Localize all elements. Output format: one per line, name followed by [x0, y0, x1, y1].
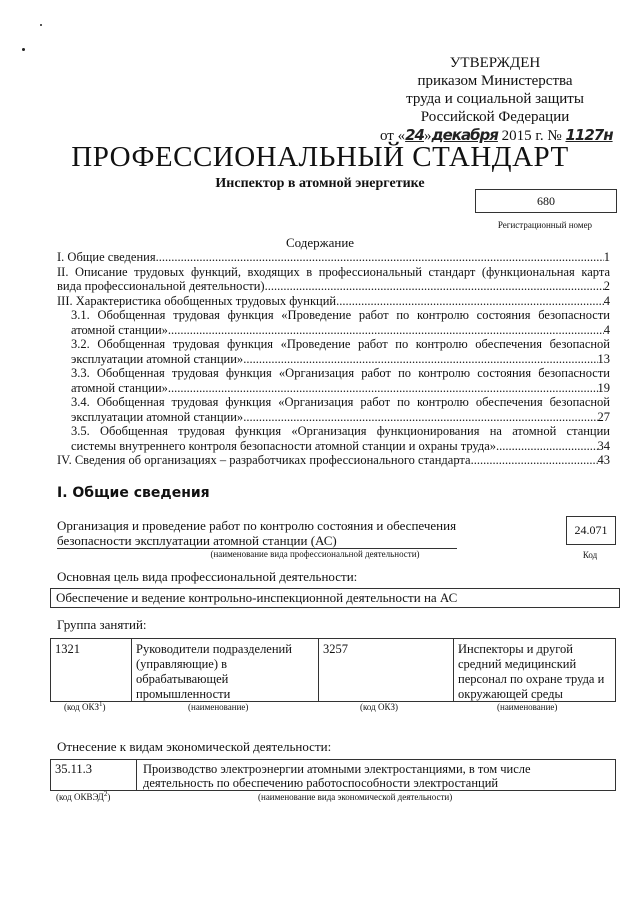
purpose-box: Обеспечение и ведение контрольно-инспекционной деятельности на АС [50, 588, 620, 608]
approval-block [380, 54, 613, 145]
toc-entry-line [71, 352, 610, 367]
approval-line: Российской Федерации [420, 109, 570, 125]
okz-code-cell: 3257 [323, 642, 348, 656]
scan-speck [40, 24, 42, 26]
order-year: 2015 г. № [497, 128, 566, 144]
toc-leader-dots [243, 352, 597, 367]
toc-page-number: 34 [597, 438, 610, 453]
toc-entry-text: I. Общие сведения [57, 250, 156, 264]
table-divider [136, 760, 137, 790]
toc-entry-line [71, 381, 610, 396]
okz-code-caption: (код ОКЗ) [360, 702, 398, 712]
occupation-table [50, 638, 616, 702]
toc-entry [57, 395, 610, 424]
document-title: ПРОФЕССИОНАЛЬНЫЙ СТАНДАРТ [71, 141, 569, 173]
toc-entry [57, 366, 610, 395]
toc-entry [57, 308, 610, 337]
approval-line: приказом Министерства [417, 73, 573, 89]
economic-activity-table [50, 759, 616, 791]
toc-entry-line: 3.1. Обобщенная трудовая функция «Проведение работ по контролю состояния безопасности [71, 308, 610, 322]
section-heading: I. Общие сведения [57, 485, 210, 501]
okved-code-cell: 35.11.3 [55, 762, 93, 776]
toc-entry-text: атомной станции» [71, 380, 168, 395]
toc-entry [57, 294, 610, 309]
approval-line: труда и социальной защиты [406, 91, 584, 107]
toc-leader-dots [168, 381, 598, 396]
toc-entry-line: 3.2. Обобщенная трудовая функция «Проведение работ по контролю обеспечения безопасной [71, 337, 610, 351]
toc-entry-text: эксплуатации атомной станции» [71, 409, 244, 424]
economic-activity-label: Отнесение к видам экономической деятельности: [57, 739, 332, 754]
activity-name-line: Организация и проведение работ по контролю состояния и обеспечения [57, 518, 457, 533]
table-of-contents [57, 250, 610, 468]
toc-page-number: 13 [597, 351, 610, 366]
standard-name: Инспектор в атомной энергетике [215, 176, 425, 191]
toc-page-number: 2 [603, 279, 610, 293]
toc-entry-line: 3.4. Обобщенная трудовая функция «Организация работ по контролю обеспечения безопасной [71, 395, 610, 409]
toc-entry-text: IV. Сведения об организациях – разработчиках профессионального стандарта [57, 453, 471, 467]
toc-leader-dots [471, 453, 598, 468]
activity-code-box: 24.071 [566, 516, 616, 545]
toc-entry-text: системы внутреннего контроля безопасности атомной станции и охраны труда» [71, 438, 497, 453]
order-quote: » [423, 128, 432, 144]
okved-code-caption: (код ОКВЭД$^2$) [56, 790, 111, 802]
toc-page-number: 4 [603, 293, 610, 308]
order-month-handwritten: декабря [431, 126, 498, 144]
toc-leader-dots [336, 294, 604, 309]
order-number-handwritten: 1127н [565, 126, 613, 144]
toc-entry-line [71, 323, 610, 338]
okz-name-caption: (наименование) [497, 702, 558, 712]
toc-leader-dots [168, 323, 604, 338]
toc-page-number: 1 [603, 250, 610, 264]
okz-name-cell: Инспекторы и другой средний медицинский персонал по охране труда и окружающей среды [458, 642, 605, 701]
toc-entry [57, 453, 610, 468]
toc-leader-dots [156, 250, 604, 265]
registration-number-box: 680 [475, 189, 617, 213]
toc-entry-line: II. Описание трудовых функций, входящих в профессиональный стандарт (функциональная карта [57, 264, 610, 279]
order-day-handwritten: 24 [405, 126, 424, 144]
okz-code-cell: 1321 [55, 642, 80, 656]
toc-page-number: 27 [597, 409, 610, 424]
toc-entry-text: атомной станции» [71, 322, 168, 337]
toc-entry-text: эксплуатации атомной станции» [71, 351, 244, 366]
toc-entry [57, 265, 610, 294]
purpose-label: Основная цель вида профессиональной деятельности: [57, 569, 358, 584]
approval-line: УТВЕРЖДЕН [449, 55, 541, 71]
activity-caption: (наименование вида профессиональной деятельности) [210, 549, 420, 559]
toc-title: Содержание [285, 235, 355, 250]
toc-entry-text: III. Характеристика обобщенных трудовых функций [57, 293, 337, 308]
toc-entry-line [57, 279, 610, 294]
toc-entry-text: вида профессиональной деятельности) [57, 279, 265, 293]
toc-entry-line [71, 439, 610, 454]
toc-entry-line: 3.3. Обобщенная трудовая функция «Организация работ по контролю состояния безопасности [71, 366, 610, 380]
okved-name-caption: (наименование вида экономической деятельности) [258, 792, 453, 802]
toc-entry-line: 3.5. Обобщенная трудовая функция «Организация функционирования на атомной станции [71, 424, 610, 438]
toc-entry-line [57, 250, 610, 265]
toc-page-number: 4 [603, 322, 610, 337]
toc-entry-line [71, 410, 610, 425]
okz-name-cell: Руководители подразделений (управляющие) в обрабатывающей промышленности [136, 642, 292, 701]
toc-entry [57, 424, 610, 453]
toc-page-number: 43 [597, 453, 610, 467]
toc-entry-line [57, 294, 610, 309]
okz-code-caption: (код ОКЗ$^1$) [64, 700, 106, 712]
scan-speck [22, 48, 25, 51]
okved-name-cell: Производство электроэнергии атомными электростанциями, в том числе деятельность по обеспечению работоспособности электростанций [143, 762, 531, 790]
toc-page-number: 19 [597, 380, 610, 395]
activity-code-caption: Код [582, 550, 598, 560]
toc-leader-dots [265, 279, 604, 294]
activity-name-line: безопасности эксплуатации атомной станции (АС) [57, 533, 337, 548]
order-prefix: от « [380, 128, 406, 144]
toc-leader-dots [496, 439, 597, 454]
registration-number-label: Регистрационный номер [497, 220, 593, 230]
toc-leader-dots [243, 410, 597, 425]
toc-entry-line [57, 453, 610, 468]
activity-name [57, 518, 457, 549]
toc-entry [57, 337, 610, 366]
okz-name-caption: (наименование) [188, 702, 249, 712]
toc-entry [57, 250, 610, 265]
occupation-group-label: Группа занятий: [57, 617, 147, 632]
